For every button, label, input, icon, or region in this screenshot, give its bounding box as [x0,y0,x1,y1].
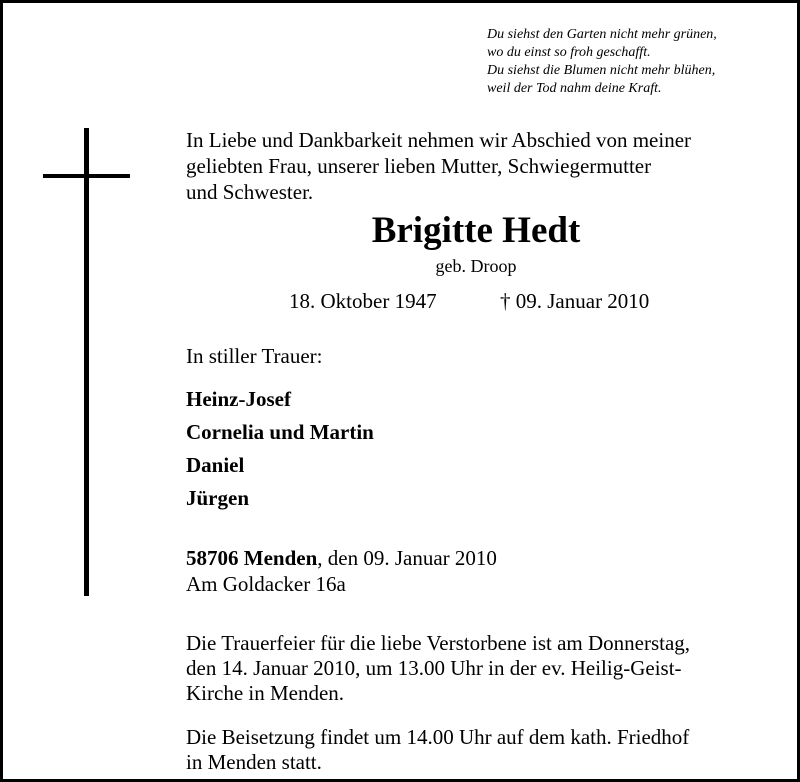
intro-text [186,127,786,205]
city: 58706 Menden [186,546,318,570]
intro-line: und Schwester. [186,180,314,204]
intro-line: In Liebe und Dankbarkeit nehmen wir Abschied von meiner [186,128,692,152]
mourner-name: Jürgen [186,486,249,510]
poem-line: Du siehst den Garten nicht mehr grünen, [487,27,717,42]
poem-line: weil der Tod nahm deine Kraft. [487,81,662,96]
address-line-1 [186,545,497,571]
street: Am Goldacker 16a [186,572,346,596]
burial-info [186,725,786,775]
poem-line: wo du einst so froh geschafft. [487,45,651,60]
poem-line: Du siehst die Blumen nicht mehr blühen, [487,63,716,78]
ceremony-info [186,631,786,706]
mourner-name: Heinz-Josef [186,387,291,411]
mourner-name: Daniel [186,453,245,477]
address-date: , den 09. Januar 2010 [317,546,497,570]
mourner-name: Cornelia und Martin [186,420,374,444]
maiden-name: geb. Droop [435,256,517,276]
death-date: † 09. Januar 2010 [500,289,650,313]
birth-date: 18. Oktober 1947 [289,289,437,313]
intro-line: geliebten Frau, unserer lieben Mutter, Schwiegermutter [186,154,652,178]
burial-line: Die Beisetzung findet um 14.00 Uhr auf dem kath. Friedhof [186,725,690,749]
poem [487,26,787,98]
burial-line: in Menden statt. [186,750,322,774]
mourners-list [186,383,374,515]
cross-vertical-bar [84,128,89,596]
ceremony-line: den 14. Januar 2010, um 13.00 Uhr in der ev. Heilig-Geist- [186,656,682,680]
ceremony-line: Kirche in Menden. [186,681,345,705]
ceremony-line: Die Trauerfeier für die liebe Verstorbene ist am Donnerstag, [186,631,691,655]
deceased-name: Brigitte Hedt [371,210,581,251]
address-block [186,545,497,597]
mourning-heading: In stiller Trauer: [186,344,323,368]
cross-horizontal-bar [43,174,130,178]
